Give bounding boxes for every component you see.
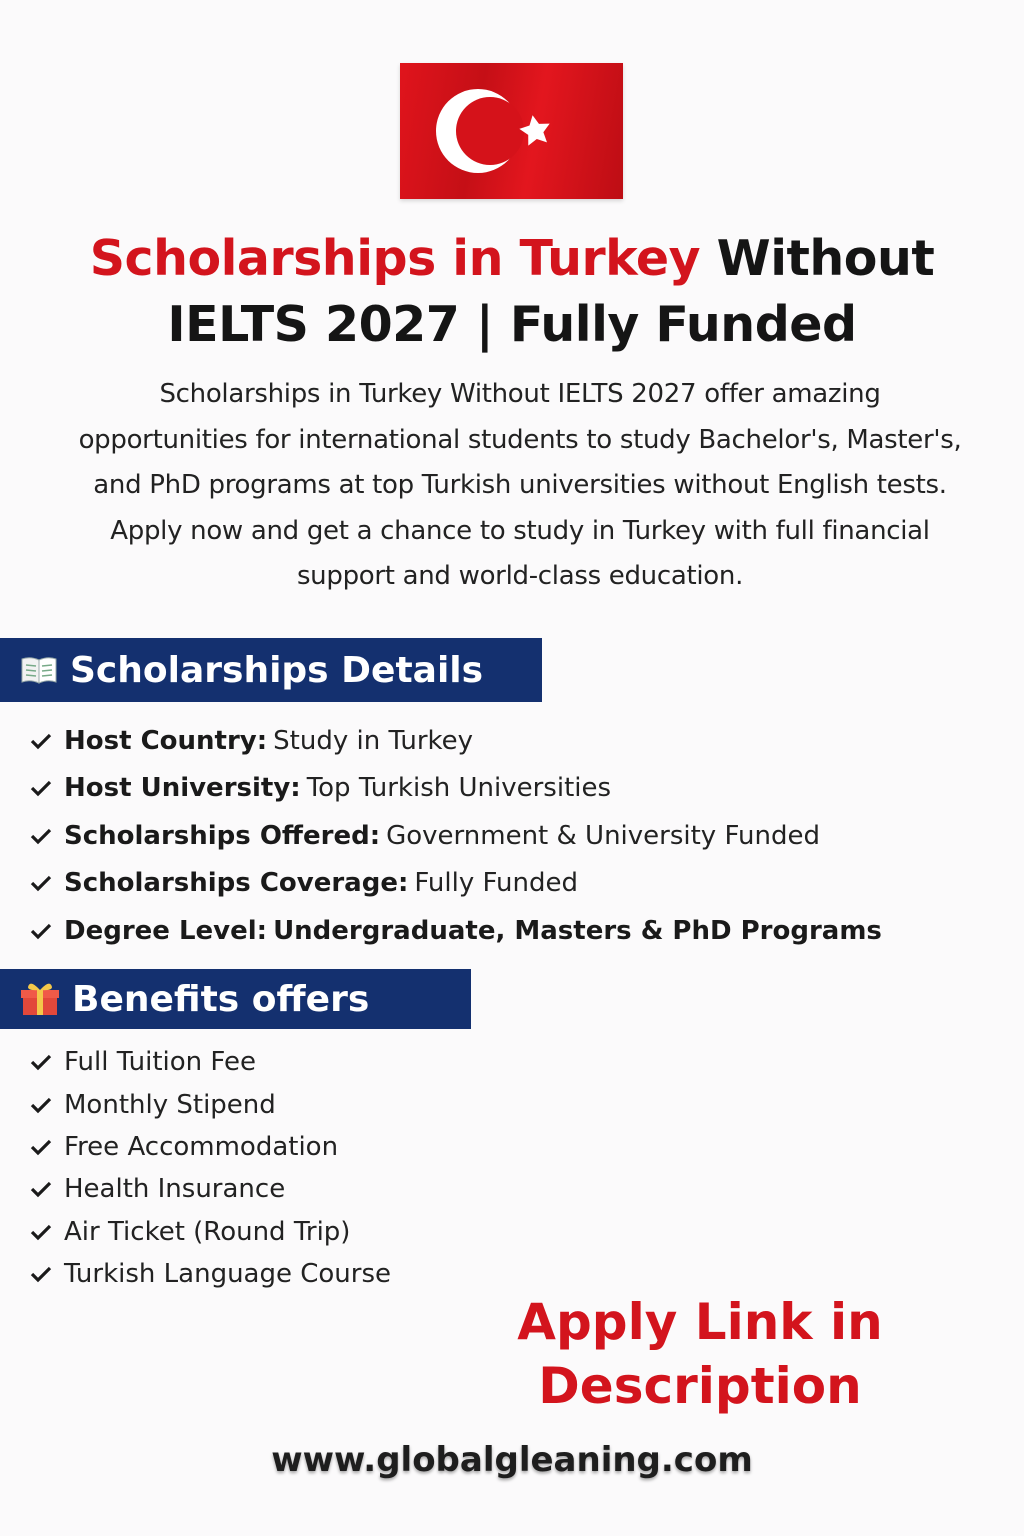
- benefit-item: Free Accommodation: [64, 1131, 339, 1162]
- detail-value: Undergraduate, Masters & PhD Programs: [273, 915, 882, 946]
- detail-value: Top Turkish Universities: [306, 773, 612, 804]
- intro-line: Apply now and get a chance to study in Turkey with full financial: [110, 515, 930, 546]
- turkey-flag: [400, 63, 623, 199]
- list-item: [30, 1126, 391, 1168]
- list-item: [30, 717, 882, 765]
- apply-link-callout: [500, 1290, 900, 1418]
- apply-line2: Description: [538, 1357, 862, 1415]
- list-item: [30, 1168, 391, 1210]
- detail-label: Degree Level:: [64, 915, 268, 946]
- intro-line: support and world-class education.: [296, 561, 744, 591]
- benefit-item: Air Ticket (Round Trip): [64, 1216, 351, 1247]
- list-item: [30, 1083, 391, 1125]
- detail-value: Study in Turkey: [273, 725, 474, 756]
- intro-line: and PhD programs at top Turkish universities without English tests.: [93, 470, 947, 500]
- apply-line1: Apply Link in: [517, 1293, 883, 1351]
- benefits-heading: Benefits offers: [72, 978, 370, 1020]
- list-item: [30, 765, 882, 813]
- check-icon: [30, 1096, 52, 1114]
- benefit-item: Full Tuition Fee: [64, 1047, 256, 1078]
- list-item: [30, 1253, 391, 1295]
- book-icon: [20, 655, 58, 685]
- website-url: www.globalgleaning.com: [271, 1440, 753, 1480]
- detail-value: Fully Funded: [414, 868, 578, 899]
- check-icon: [30, 732, 52, 750]
- gift-icon: [20, 981, 60, 1017]
- crescent-star-icon: [400, 63, 623, 199]
- check-icon: [30, 922, 52, 940]
- list-item: [30, 812, 882, 860]
- details-heading-banner: [0, 638, 542, 702]
- detail-label: Host Country:: [64, 725, 268, 756]
- detail-label: Host University:: [64, 773, 301, 804]
- check-icon: [30, 1053, 52, 1071]
- detail-label: Scholarships Coverage:: [64, 868, 409, 899]
- check-icon: [30, 1180, 52, 1198]
- detail-value: Government & University Funded: [386, 820, 820, 851]
- page-title: [0, 226, 1024, 358]
- list-item: [30, 1041, 391, 1083]
- title-line2: IELTS 2027 | Fully Funded: [167, 296, 857, 353]
- intro-paragraph: [40, 372, 1000, 600]
- benefit-item: Health Insurance: [64, 1174, 286, 1205]
- intro-line: opportunities for international students to study Bachelor's, Master's,: [78, 424, 962, 455]
- details-heading: Scholarships Details: [70, 649, 484, 691]
- intro-line: Scholarships in Turkey Without IELTS 2027 offer amazing: [159, 379, 881, 409]
- benefits-heading-banner: [0, 969, 471, 1029]
- title-highlight: Scholarships in Turkey: [89, 230, 701, 287]
- check-icon: [30, 874, 52, 892]
- detail-label: Scholarships Offered:: [64, 820, 381, 851]
- check-icon: [30, 1265, 52, 1283]
- list-item: [30, 860, 882, 908]
- title-rest: Without: [716, 230, 935, 287]
- check-icon: [30, 827, 52, 845]
- benefits-list: [30, 1041, 391, 1295]
- list-item: [30, 1211, 391, 1253]
- check-icon: [30, 1223, 52, 1241]
- details-list: [30, 717, 882, 955]
- check-icon: [30, 1138, 52, 1156]
- check-icon: [30, 779, 52, 797]
- list-item: [30, 907, 882, 955]
- benefit-item: Monthly Stipend: [64, 1089, 276, 1120]
- benefit-item: Turkish Language Course: [64, 1259, 392, 1290]
